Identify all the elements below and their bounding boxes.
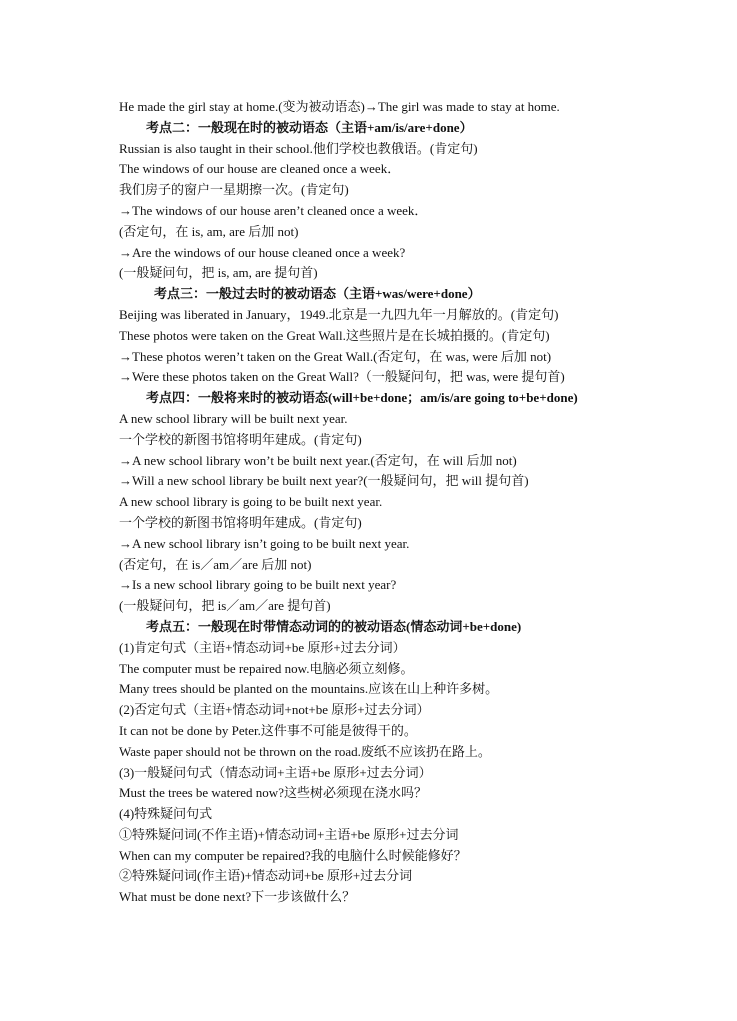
text-line: Many trees should be planted on the mountains.应该在山上种许多树。 [119, 681, 499, 697]
text-line: (2)否定句式（主语+情态动词+not+be 原形+过去分词） [119, 702, 430, 718]
text-line: ②特殊疑问词(作主语)+情态动词+be 原形+过去分词 [119, 868, 413, 884]
text-line: Waste paper should not be thrown on the road.废纸不应该扔在路上。 [119, 743, 491, 759]
text-line: (一般疑问句，把 is, am, are 提句首) [119, 265, 318, 281]
text-line: (4)特殊疑问句式 [119, 806, 213, 822]
text-line: (否定句，在 is, am, are 后加 not) [119, 223, 299, 239]
section-heading-3: 考点三：一般过去时的被动语态（主语+was/were+done） [154, 286, 481, 302]
text-line: →Are the windows of our house cleaned once a week? [119, 244, 406, 260]
text-line: →A new school library isn’t going to be built next year. [119, 535, 410, 551]
text-line: A new school library is going to be built next year. [119, 494, 383, 510]
section-heading-5: 考点五：一般现在时带情态动词的的被动语态(情态动词+be+done) [146, 618, 522, 634]
text-line: 一个学校的新图书馆将明年建成。(肯定句) [119, 514, 362, 530]
text-line: ①特殊疑问词(不作主语)+情态动词+主语+be 原形+过去分词 [119, 826, 459, 842]
text-line: →The windows of our house aren’t cleaned once a week． [119, 202, 428, 218]
text-line: When can my computer be repaired?我的电脑什么时候能修好？ [119, 847, 467, 863]
text-line: →Is a new school library going to be built next year? [119, 577, 397, 593]
text-line: What must be done next?下一步该做什么？ [119, 889, 356, 905]
text-line: →These photos weren’t taken on the Great Wall.(否定句，在 was, were 后加 not) [119, 348, 552, 364]
text-line: Russian is also taught in their school.他们学校也教俄语。(肯定句) [119, 140, 478, 156]
document-body [119, 97, 619, 908]
text-line: A new school library will be built next year. [119, 410, 348, 426]
text-line: He made the girl stay at home.(变为被动语态)→The girl was made to stay at home. [119, 99, 560, 114]
text-line: (一般疑问句，把 is／am／are 提句首) [119, 598, 331, 614]
text-line: (3)一般疑问句式（情态动词+主语+be 原形+过去分词） [119, 764, 432, 780]
text-line: →Will a new school library be built next year?(一般疑问句，把 will 提句首) [119, 473, 529, 489]
text-line: Beijing was liberated in January，1949.北京是一九四九年一月解放的。(肯定句) [119, 306, 559, 322]
text-line: →A new school library won’t be built next year.(否定句，在 will 后加 not) [119, 452, 517, 468]
text-line: These photos were taken on the Great Wall.这些照片是在长城拍摄的。(肯定句) [119, 327, 550, 343]
section-heading-2: 考点二：一般现在时的被动语态（主语+am/is/are+done） [146, 119, 473, 135]
section-heading-4: 考点四：一般将来时的被动语态(will+be+done；am/is/are going to+be+done) [146, 390, 578, 406]
text-line: 一个学校的新图书馆将明年建成。(肯定句) [119, 431, 362, 447]
text-line: The computer must be repaired now.电脑必须立刻修。 [119, 660, 414, 676]
text-line: (否定句，在 is／am／are 后加 not) [119, 556, 312, 572]
text-line: It can not be done by Peter.这件事不可能是彼得干的。 [119, 722, 417, 738]
text-line: (1)肯定句式（主语+情态动词+be 原形+过去分词） [119, 639, 406, 655]
text-line: The windows of our house are cleaned once a week． [119, 161, 401, 177]
text-line: Must the trees be watered now?这些树必须现在浇水吗？ [119, 785, 427, 801]
text-line: →Were these photos taken on the Great Wall?（一般疑问句，把 was, were 提句首) [119, 369, 565, 385]
text-line: 我们房子的窗户一星期擦一次。(肯定句) [119, 182, 349, 198]
